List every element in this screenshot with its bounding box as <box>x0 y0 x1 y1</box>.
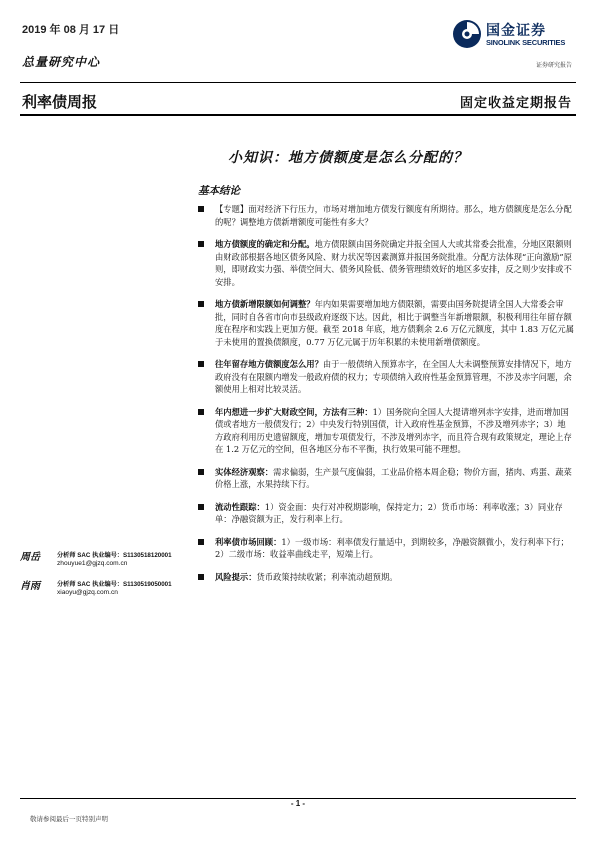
bullet-square-icon <box>198 301 204 307</box>
header-divider-top <box>20 82 576 83</box>
list-item: 地方债额度的确定和分配。地方债限额由国务院确定并报全国人大或其常委会批准，分地区限额则由财政部根据各地区债务风险、财力状况等因素测算并报国务院批准。分配方法体现“正向激励”原则，即财政实力强、举债空间大、债务风险低、债务管理绩效好的地区多安排，反之则少安排或不安排。 <box>196 238 574 288</box>
bullet-square-icon <box>198 539 204 545</box>
list-item: 风险提示：货币政策持续收紧；利率流动超预期。 <box>196 571 574 584</box>
analyst-card <box>20 577 190 599</box>
company-logo <box>452 17 577 57</box>
footer-disclaimer: 敬请参阅最后一页特别声明 <box>30 815 108 823</box>
analyst-name: 周岳 <box>20 552 40 563</box>
bullet-square-icon <box>198 469 204 475</box>
bullet-square-icon <box>198 241 204 247</box>
report-subtitle: 证券研究报告 <box>535 62 572 69</box>
bullet-square-icon <box>198 361 204 367</box>
analyst-email[interactable]: zhouyue1@gjzq.com.cn <box>57 560 128 567</box>
list-item: 往年留存地方债额度怎么用？由于一般债纳入预算赤字，在全国人大未调整预算安排情况下，地方政府没有在限额内增发一般政府债的权力；专项债纳入政府性基金预算管理，不涉及赤字问题，余额使用上相对比较灵活。 <box>196 358 574 396</box>
list-item: 地方债新增限额如何调整？年内如果需要增加地方债限额，需要由国务院提请全国人大常委会审批，同时自各省市向市县级政府逐级下达。因此，相比于调整当年新增限额，积极利用往年留存额度在程序和实践上更加方便。截至 2018 年底，地方债剩余 2.6 万亿元额度，其中 1.83 万亿元属于未使用的置换债额度，0.77 万亿元属于历年积累的未使用新增债额度。 <box>196 298 574 348</box>
list-item: 实体经济观察：需求偏弱，生产景气度偏弱，工业品价格本周企稳；物价方面，猪肉、鸡蛋、蔬菜价格上涨，水果持续下行。 <box>196 466 574 491</box>
list-item: 流动性跟踪：1）资金面：央行对冲税期影响，保持定力；2）货币市场：利率收涨；3）同业存单：净融资额为正，发行利率上行。 <box>196 501 574 526</box>
report-date: 2019 年 08 月 17 日 <box>22 24 120 36</box>
analyst-license: 分析师 SAC 执业编号：S1130519050001 <box>57 581 172 588</box>
bullet-square-icon <box>198 574 204 580</box>
document-title: 小知识：地方债额度是怎么分配的？ <box>228 150 468 166</box>
research-center: 总量研究中心 <box>22 55 101 69</box>
section-heading: 基本结论 <box>198 185 240 197</box>
bullet-square-icon <box>198 206 204 212</box>
analyst-name: 肖雨 <box>20 581 40 592</box>
report-type: 固定收益定期报告 <box>459 96 572 111</box>
page-number: - 1 - <box>290 799 306 808</box>
sinolink-logo-icon <box>452 19 482 49</box>
list-item: 【专题】面对经济下行压力，市场对增加地方债发行额度有所期待。那么，地方债额度是怎么分配的呢？调整地方债新增额度可能性有多大？ <box>196 203 574 228</box>
conclusion-list <box>196 203 574 593</box>
header-divider-bottom <box>20 114 576 116</box>
analyst-email[interactable]: xiaoyu@gjzq.com.cn <box>57 589 118 596</box>
list-item: 年内想进一步扩大财政空间，方法有三种：1）国务院向全国人大提请增列赤字安排，进而增加国债或者地方一般债发行；2）中央发行特别国债，计入政府性基金预算，不涉及增列赤字；3）地方政府利用历史遗留额度，增加专项债发行，不涉及增列赤字，而且符合现有政策规定，理论上存在 1.2 万亿元的空间，但各地区分布不平衡，执行效果可能不理想。 <box>196 406 574 456</box>
bullet-square-icon <box>198 504 204 510</box>
logo-english-name: SINOLINK SECURITIES <box>486 38 566 47</box>
report-name: 利率债周报 <box>22 93 98 111</box>
logo-chinese-name: 国金证券 <box>486 23 546 39</box>
list-item: 利率债市场回顾：1）一级市场：利率债发行量适中，到期较多，净融资额微小，发行利率下行；2）二级市场：收益率曲线走平，短端上行。 <box>196 536 574 561</box>
bullet-square-icon <box>198 409 204 415</box>
analyst-license: 分析师 SAC 执业编号：S1130518120001 <box>57 552 172 559</box>
analyst-card <box>20 548 190 570</box>
